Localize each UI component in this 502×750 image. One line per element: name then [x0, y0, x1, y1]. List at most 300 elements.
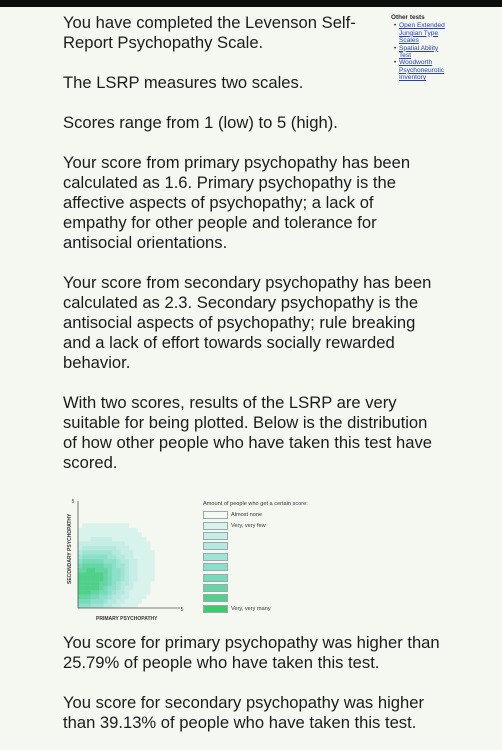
heatmap-cell: [138, 559, 142, 564]
heatmap-cell: [138, 586, 142, 591]
heatmap-cell: [104, 586, 108, 591]
legend-swatch: [203, 522, 228, 530]
heatmap-cell: [99, 599, 103, 604]
heatmap-cell: [104, 568, 108, 573]
heatmap-cell: [133, 581, 137, 586]
heatmap-cell: [116, 559, 120, 564]
distribution-heatmap: [60, 494, 190, 624]
heatmap-cell: [95, 550, 99, 555]
heatmap-cell: [133, 555, 137, 560]
heatmap-cell: [108, 537, 112, 542]
heatmap-cell: [95, 568, 99, 573]
legend-label: Very, very many: [231, 605, 271, 612]
heatmap-cell: [91, 555, 95, 560]
heatmap-cell: [142, 537, 146, 542]
heatmap-cell: [121, 568, 125, 573]
heatmap-cell: [82, 568, 86, 573]
heatmap-cell: [108, 595, 112, 600]
heatmap-cell: [82, 604, 86, 609]
heatmap-cell: [125, 572, 129, 577]
heatmap-cell: [108, 546, 112, 551]
heatmap-cell: [78, 546, 82, 551]
heatmap-cell: [138, 595, 142, 600]
heatmap-cell: [121, 523, 125, 528]
heatmap-cell: [129, 590, 133, 595]
heatmap-cell: [112, 559, 116, 564]
heatmap-cell: [133, 532, 137, 537]
heatmap-cell: [99, 555, 103, 560]
heatmap-cell: [121, 595, 125, 600]
heatmap-cell: [112, 586, 116, 591]
heatmap-cell: [125, 586, 129, 591]
heatmap-cell: [125, 546, 129, 551]
heatmap-cell: [138, 541, 142, 546]
heatmap-cell: [142, 555, 146, 560]
heatmap-cell: [146, 563, 150, 568]
heatmap-cell: [112, 546, 116, 551]
heatmap-cell: [95, 581, 99, 586]
heatmap-cell: [78, 555, 82, 560]
heatmap-cell: [129, 599, 133, 604]
heatmap-cell: [78, 586, 82, 591]
heatmap-cell: [150, 559, 154, 564]
heatmap-cell: [95, 528, 99, 533]
legend-swatch: [203, 532, 228, 540]
legend-item: [203, 593, 363, 603]
heatmap-cell: [121, 577, 125, 582]
heatmap-cell: [125, 537, 129, 542]
heatmap-cell: [129, 586, 133, 591]
heatmap-cell: [99, 523, 103, 528]
heatmap-cell: [129, 559, 133, 564]
heatmap-cell: [82, 577, 86, 582]
heatmap-cell: [91, 537, 95, 542]
heatmap-cell: [108, 572, 112, 577]
heatmap-cell: [99, 528, 103, 533]
heatmap-cell: [99, 590, 103, 595]
y-tick-label: 5: [71, 499, 75, 505]
heatmap-cell: [146, 586, 150, 591]
heatmap-cell: [112, 581, 116, 586]
heatmap-cell: [104, 604, 108, 609]
heatmap-cell: [133, 537, 137, 542]
heatmap-cell: [133, 577, 137, 582]
legend-title: Amount of people who get a certain score:: [203, 501, 308, 507]
heatmap-cell: [104, 532, 108, 537]
heatmap-cell: [138, 546, 142, 551]
scales-message: The LSRP measures two scales.: [63, 73, 304, 92]
heatmap-cell: [133, 595, 137, 600]
bullet-icon: •: [393, 22, 397, 30]
heatmap-cell: [99, 537, 103, 542]
heatmap-cell: [142, 572, 146, 577]
heatmap-cell: [108, 541, 112, 546]
heatmap-cell: [125, 528, 129, 533]
heatmap-cell: [116, 586, 120, 591]
heatmap-cell: [121, 555, 125, 560]
heatmap-cell: [133, 541, 137, 546]
heatmap-cell: [142, 595, 146, 600]
heatmap-cell: [125, 577, 129, 582]
heatmap-cell: [142, 541, 146, 546]
heatmap-cell: [87, 595, 91, 600]
heatmap-cell: [121, 590, 125, 595]
heatmap-cell: [91, 559, 95, 564]
heatmap-cell: [142, 550, 146, 555]
heatmap-cell: [146, 555, 150, 560]
heatmap-cell: [125, 541, 129, 546]
heatmap-cell: [150, 568, 154, 573]
heatmap-cell: [95, 541, 99, 546]
heatmap-cell: [104, 546, 108, 551]
heatmap-cell: [95, 537, 99, 542]
heatmap-cell: [112, 604, 116, 609]
status-bar: [0, 0, 502, 7]
heatmap-cell: [112, 537, 116, 542]
heatmap-cell: [116, 581, 120, 586]
link-spatial-ability[interactable]: Spatial Ability Test: [399, 44, 439, 60]
heatmap-cell: [108, 568, 112, 573]
legend-item: [203, 552, 363, 562]
heatmap-cell: [108, 590, 112, 595]
list-item: [391, 59, 451, 81]
legend-item: [203, 510, 363, 520]
heatmap-cell: [125, 555, 129, 560]
heatmap-cell: [112, 541, 116, 546]
other-tests-sidebar: [391, 14, 451, 82]
heatmap-cell: [146, 541, 150, 546]
heatmap-cell: [125, 604, 129, 609]
heatmap-cell: [78, 528, 82, 533]
heatmap-cell: [78, 541, 82, 546]
heatmap-cell: [116, 550, 120, 555]
heatmap-cell: [116, 577, 120, 582]
heatmap-cell: [133, 563, 137, 568]
heatmap-cell: [104, 528, 108, 533]
heatmap-cells: [78, 523, 155, 608]
heatmap-cell: [95, 577, 99, 582]
heatmap-cell: [78, 590, 82, 595]
heatmap-cell: [99, 541, 103, 546]
heatmap-cell: [91, 599, 95, 604]
heatmap-cell: [121, 537, 125, 542]
legend-swatch: [203, 584, 228, 592]
heatmap-cell: [91, 550, 95, 555]
heatmap-cell: [99, 550, 103, 555]
legend-item: [203, 562, 363, 572]
heatmap-cell: [133, 599, 137, 604]
heatmap-cell: [129, 546, 133, 551]
primary-percentile-text: You score for primary psychopathy was higher than 25.79% of people who have taken this test.: [63, 633, 440, 672]
link-woodworth[interactable]: Woodworth Psychoneurotic Inventory: [399, 59, 445, 82]
heatmap-cell: [142, 568, 146, 573]
bullet-icon: •: [393, 44, 397, 52]
percentile-results: [63, 633, 441, 733]
heatmap-cell: [87, 559, 91, 564]
heatmap-cell: [87, 563, 91, 568]
heatmap-cell: [142, 546, 146, 551]
heatmap-cell: [91, 581, 95, 586]
heatmap-cell: [112, 568, 116, 573]
legend-rows: [203, 510, 363, 614]
heatmap-cell: [91, 541, 95, 546]
heatmap-cell: [99, 563, 103, 568]
heatmap-cell: [104, 563, 108, 568]
heatmap-cell: [104, 599, 108, 604]
heatmap-cell: [129, 563, 133, 568]
heatmap-cell: [91, 604, 95, 609]
heatmap-cell: [116, 595, 120, 600]
heatmap-cell: [116, 599, 120, 604]
heatmap-cell: [138, 555, 142, 560]
heatmap-cell: [125, 590, 129, 595]
heatmap-cell: [142, 586, 146, 591]
heatmap-cell: [82, 586, 86, 591]
heatmap-cell: [129, 595, 133, 600]
heatmap-cell: [112, 590, 116, 595]
heatmap-cell: [116, 532, 120, 537]
heatmap-cell: [108, 555, 112, 560]
heatmap-cell: [112, 555, 116, 560]
heatmap-cell: [108, 550, 112, 555]
heatmap-cell: [82, 559, 86, 564]
heatmap-cell: [87, 550, 91, 555]
heatmap-cell: [121, 559, 125, 564]
heatmap-cell: [121, 532, 125, 537]
heatmap-cell: [125, 568, 129, 573]
heatmap-cell: [78, 537, 82, 542]
heatmap-cell: [112, 572, 116, 577]
heatmap-cell: [87, 546, 91, 551]
heatmap-cell: [104, 590, 108, 595]
heatmap-cell: [82, 528, 86, 533]
legend-swatch: [203, 594, 228, 602]
heatmap-cell: [116, 568, 120, 573]
heatmap-cell: [146, 572, 150, 577]
heatmap-cell: [116, 555, 120, 560]
secondary-score-text: Your score from secondary psychopathy has been calculated as 2.3. Secondary psychopathy is the antisocial aspects of psychopathy; rule breaking and a lack of effort towards socially rewarded behavior.: [63, 273, 432, 372]
heatmap-cell: [87, 586, 91, 591]
heatmap-cell: [108, 604, 112, 609]
heatmap-cell: [95, 563, 99, 568]
heatmap-cell: [91, 523, 95, 528]
heatmap-cell: [82, 555, 86, 560]
heatmap-cell: [82, 532, 86, 537]
heatmap-cell: [108, 599, 112, 604]
heatmap-cell: [116, 528, 120, 533]
heatmap-cell: [108, 563, 112, 568]
heatmap-cell: [129, 581, 133, 586]
heatmap-cell: [112, 550, 116, 555]
heatmap-legend: [203, 501, 363, 614]
heatmap-cell: [78, 599, 82, 604]
heatmap-cell: [121, 546, 125, 551]
heatmap-cell: [78, 550, 82, 555]
heatmap-cell: [78, 581, 82, 586]
heatmap-cell: [91, 532, 95, 537]
heatmap-cell: [91, 586, 95, 591]
list-item: [391, 45, 451, 60]
heatmap-cell: [112, 523, 116, 528]
heatmap-cell: [87, 528, 91, 533]
heatmap-cell: [150, 550, 154, 555]
heatmap-cell: [121, 528, 125, 533]
heatmap-cell: [150, 555, 154, 560]
heatmap-cell: [78, 572, 82, 577]
heatmap-cell: [99, 595, 103, 600]
heatmap-cell: [150, 563, 154, 568]
heatmap-cell: [112, 599, 116, 604]
heatmap-cell: [95, 599, 99, 604]
heatmap-cell: [91, 590, 95, 595]
heatmap-cell: [125, 559, 129, 564]
heatmap-cell: [133, 590, 137, 595]
heatmap-cell: [91, 568, 95, 573]
heatmap-cell: [99, 604, 103, 609]
heatmap-cell: [146, 550, 150, 555]
heatmap-cell: [116, 523, 120, 528]
heatmap-cell: [116, 563, 120, 568]
heatmap-cell: [146, 577, 150, 582]
legend-item: [203, 604, 363, 614]
y-axis-label: SECONDARY PSYCHOPATHY: [67, 513, 73, 584]
legend-item: [203, 583, 363, 593]
heatmap-cell: [121, 604, 125, 609]
heatmap-cell: [78, 577, 82, 582]
heatmap-cell: [91, 572, 95, 577]
heatmap-cell: [104, 577, 108, 582]
heatmap-cell: [138, 537, 142, 542]
heatmap-cell: [112, 532, 116, 537]
heatmap-cell: [95, 586, 99, 591]
heatmap-cell: [133, 550, 137, 555]
heatmap-cell: [78, 595, 82, 600]
heatmap-cell: [138, 599, 142, 604]
x-tick-label: 5: [180, 607, 184, 613]
heatmap-cell: [87, 541, 91, 546]
heatmap-cell: [78, 559, 82, 564]
heatmap-cell: [87, 537, 91, 542]
heatmap-cell: [91, 577, 95, 582]
heatmap-cell: [91, 595, 95, 600]
heatmap-cell: [112, 563, 116, 568]
heatmap-cell: [87, 604, 91, 609]
link-open-extended-jungian[interactable]: Open Extended Jungian Type Scales: [399, 22, 445, 45]
heatmap-cell: [82, 541, 86, 546]
heatmap-cell: [99, 568, 103, 573]
heatmap-cell: [142, 581, 146, 586]
heatmap-cell: [108, 532, 112, 537]
heatmap-cell: [121, 581, 125, 586]
legend-item: [203, 572, 363, 582]
heatmap-cell: [133, 546, 137, 551]
heatmap-cell: [78, 532, 82, 537]
heatmap-cell: [112, 528, 116, 533]
heatmap-cell: [95, 532, 99, 537]
legend-item: [203, 541, 363, 551]
heatmap-cell: [138, 590, 142, 595]
secondary-percentile-text: You score for secondary psychopathy was higher than 39.13% of people who have taken this test.: [63, 693, 424, 732]
heatmap-cell: [112, 577, 116, 582]
heatmap-cell: [116, 590, 120, 595]
heatmap-cell: [121, 563, 125, 568]
heatmap-cell: [95, 523, 99, 528]
heatmap-cell: [116, 546, 120, 551]
heatmap-cell: [108, 523, 112, 528]
heatmap-cell: [129, 577, 133, 582]
heatmap-cell: [146, 568, 150, 573]
heatmap-cell: [121, 599, 125, 604]
heatmap-cell: [121, 586, 125, 591]
heatmap-cell: [138, 577, 142, 582]
heatmap-cell: [95, 572, 99, 577]
heatmap-cell: [129, 537, 133, 542]
bullet-icon: •: [393, 59, 397, 67]
heatmap-cell: [87, 599, 91, 604]
heatmap-cell: [91, 546, 95, 551]
heatmap-cell: [95, 595, 99, 600]
heatmap-cell: [82, 523, 86, 528]
legend-item: [203, 531, 363, 541]
heatmap-cell: [116, 537, 120, 542]
heatmap-cell: [150, 577, 154, 582]
heatmap-cell: [125, 550, 129, 555]
heatmap-cell: [82, 595, 86, 600]
heatmap-cell: [82, 590, 86, 595]
heatmap-cell: [129, 604, 133, 609]
heatmap-cell: [125, 523, 129, 528]
heatmap-cell: [87, 523, 91, 528]
heatmap-cell: [104, 572, 108, 577]
heatmap-cell: [129, 568, 133, 573]
heatmap-cell: [87, 577, 91, 582]
heatmap-cell: [142, 577, 146, 582]
legend-label: Almost none: [231, 512, 263, 519]
legend-swatch: [203, 553, 228, 561]
heatmap-cell: [116, 541, 120, 546]
heatmap-cell: [99, 586, 103, 591]
heatmap-cell: [87, 555, 91, 560]
list-item: [391, 22, 451, 44]
x-axis-label: PRIMARY PSYCHOPATHY: [96, 616, 158, 622]
heatmap-cell: [129, 550, 133, 555]
heatmap-cell: [82, 599, 86, 604]
score-range-message: Scores range from 1 (low) to 5 (high).: [63, 113, 338, 132]
heatmap-cell: [99, 559, 103, 564]
heatmap-cell: [146, 559, 150, 564]
heatmap-cell: [142, 563, 146, 568]
heatmap-cell: [82, 572, 86, 577]
heatmap-cell: [121, 550, 125, 555]
heatmap-cell: [133, 559, 137, 564]
heatmap-cell: [138, 550, 142, 555]
heatmap-cell: [129, 528, 133, 533]
other-tests-title: Other tests: [391, 14, 425, 21]
legend-swatch: [203, 605, 228, 613]
heatmap-cell: [99, 546, 103, 551]
heatmap-cell: [82, 563, 86, 568]
heatmap-cell: [104, 537, 108, 542]
legend-swatch: [203, 574, 228, 582]
heatmap-cell: [104, 541, 108, 546]
heatmap-cell: [146, 546, 150, 551]
heatmap-cell: [138, 568, 142, 573]
heatmap-cell: [125, 532, 129, 537]
heatmap-cell: [116, 604, 120, 609]
heatmap-cell: [99, 532, 103, 537]
heatmap-cell: [125, 595, 129, 600]
heatmap-cell: [87, 572, 91, 577]
